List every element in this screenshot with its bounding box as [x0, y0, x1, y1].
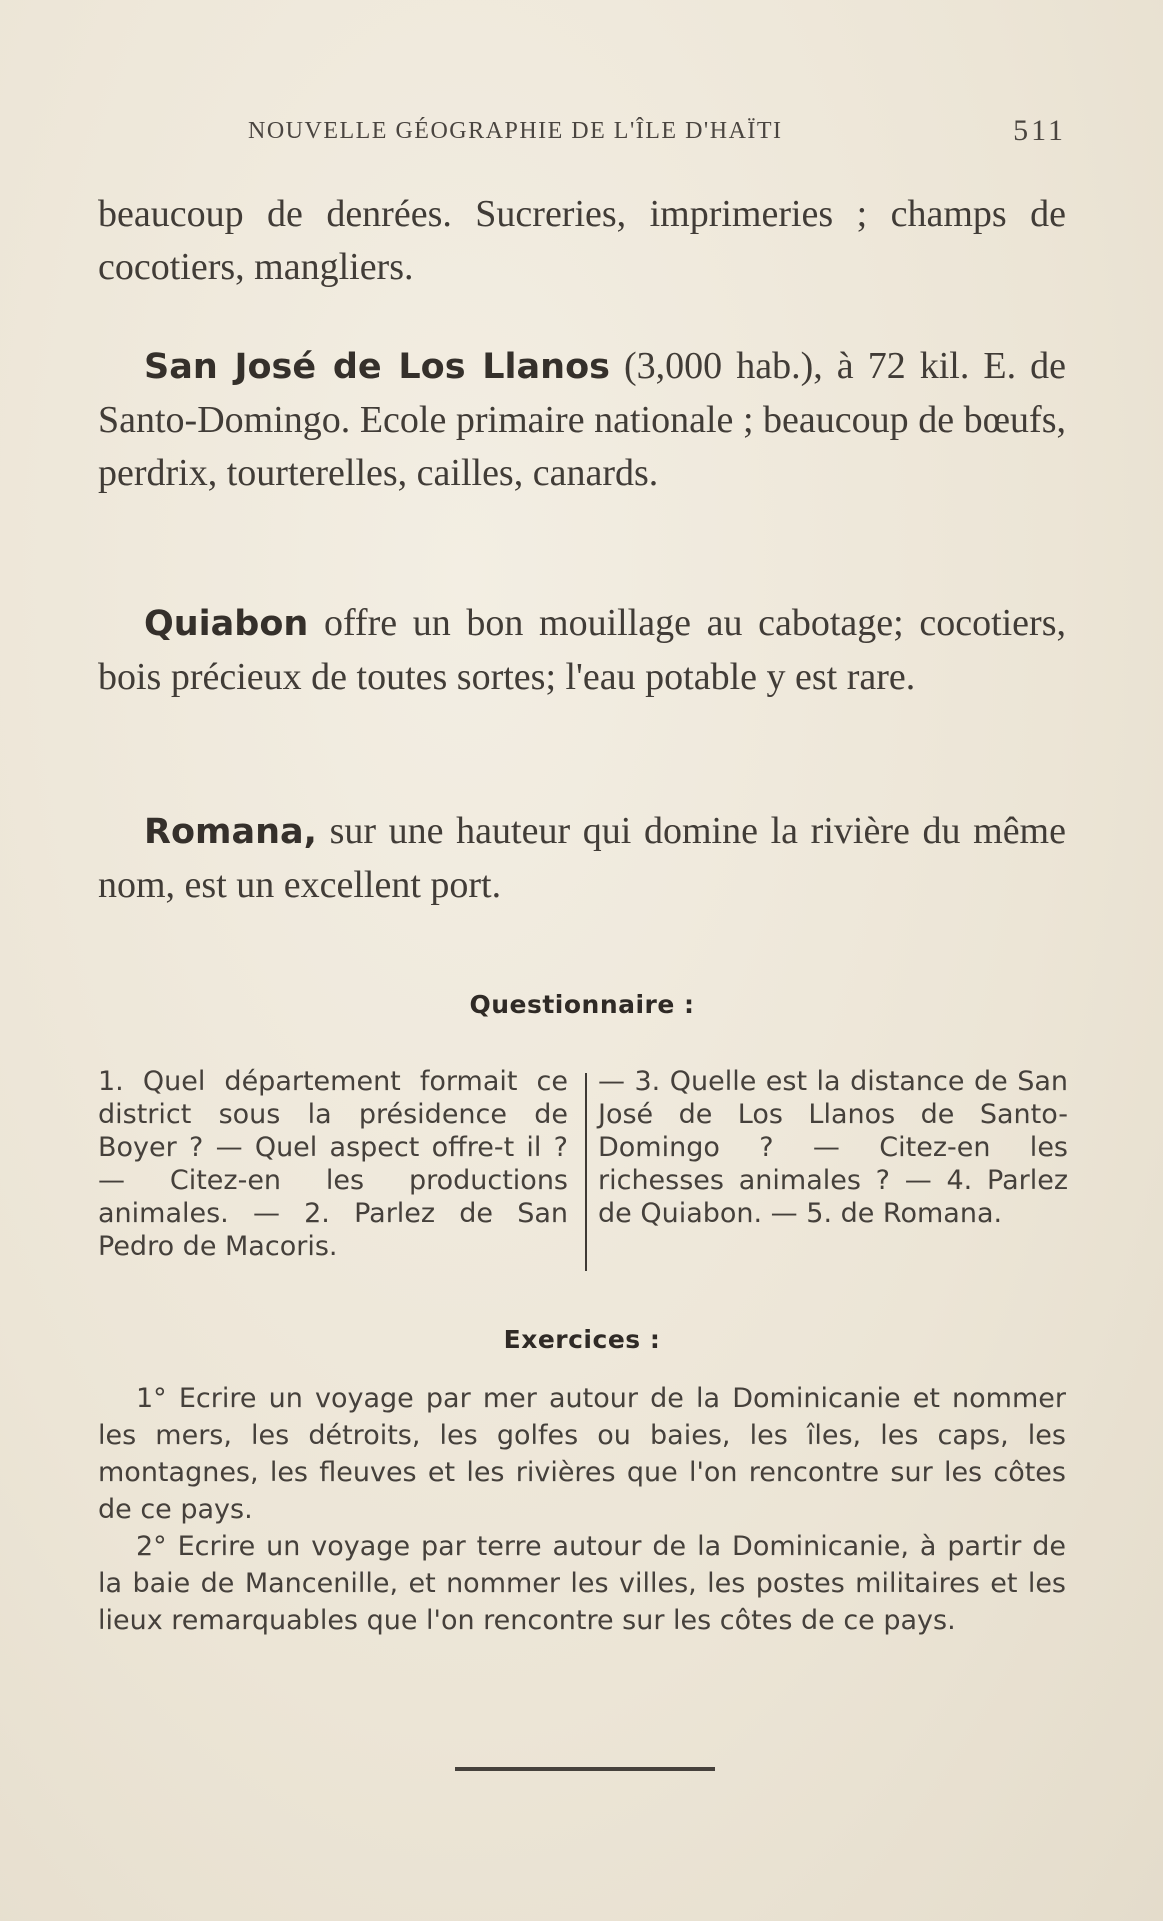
column-divider — [585, 1073, 587, 1271]
paragraph-lead: Quiabon — [144, 604, 309, 644]
questionnaire-right-column: — 3. Quelle est la distance de San José de Los Llanos de Santo-Domingo ? — Citez-en les richesses animales ? — 4. Parlez de Quiabon. — 5. de Romana. — [598, 1066, 1068, 1229]
exercises-title: Exercices : — [503, 1325, 661, 1354]
end-rule — [455, 1767, 715, 1771]
page-number: 511 — [1013, 114, 1066, 147]
paragraph-lead: Romana, — [144, 812, 317, 852]
paragraph-san-jose — [98, 340, 1066, 500]
paragraph-romana — [98, 805, 1066, 912]
paragraph-quiabon — [98, 597, 1066, 704]
paragraph-text: (3,000 hab.), à 72 kil. E. de Santo-Domingo. Ecole primaire nationale ; beaucoup de bœufs, perdrix, tourterelles, cailles, canards. — [98, 345, 1067, 494]
running-head-title: NOUVELLE GÉOGRAPHIE DE L'ÎLE D'HAÏTI — [248, 118, 783, 144]
questionnaire-title: Questionnaire : — [469, 990, 695, 1019]
exercise-item: 2° Ecrire un voyage par terre autour de la Dominicanie, à partir de la baie de Mancenille, et nommer les villes, les postes militaires et les lieux remarquables que l'on rencontre sur les côtes de ce pays. — [98, 1531, 1066, 1636]
paragraph-continuation — [98, 188, 1066, 294]
questionnaire-left-column: 1. Quel département formait ce district sous la présidence de Boyer ? — Quel aspect offre-t il ? — Citez-en les productions animales. — 2. Parlez de San Pedro de Macoris. — [98, 1066, 568, 1262]
paragraph-lead: San José de Los Llanos — [144, 347, 610, 387]
exercises-list — [98, 1380, 1066, 1639]
running-head — [248, 114, 1066, 158]
questionnaire-columns — [98, 1065, 1066, 1265]
paragraph-text: offre un bon mouillage au cabotage; cocotiers, bois précieux de toutes sortes; l'eau potable y est rare. — [98, 602, 1066, 698]
paragraph-text: sur une hauteur qui domine la rivière du même nom, est un excellent port. — [98, 810, 1066, 906]
paragraph-text: beaucoup de denrées. Sucreries, imprimeries ; champs de cocotiers, mangliers. — [98, 193, 1066, 288]
exercise-item: 1° Ecrire un voyage par mer autour de la Dominicanie et nommer les mers, les détroits, les golfes ou baies, les îles, les caps, les montagnes, les fleuves et les rivières que l'on rencontre sur les côtes de ce pays. — [98, 1383, 1066, 1525]
